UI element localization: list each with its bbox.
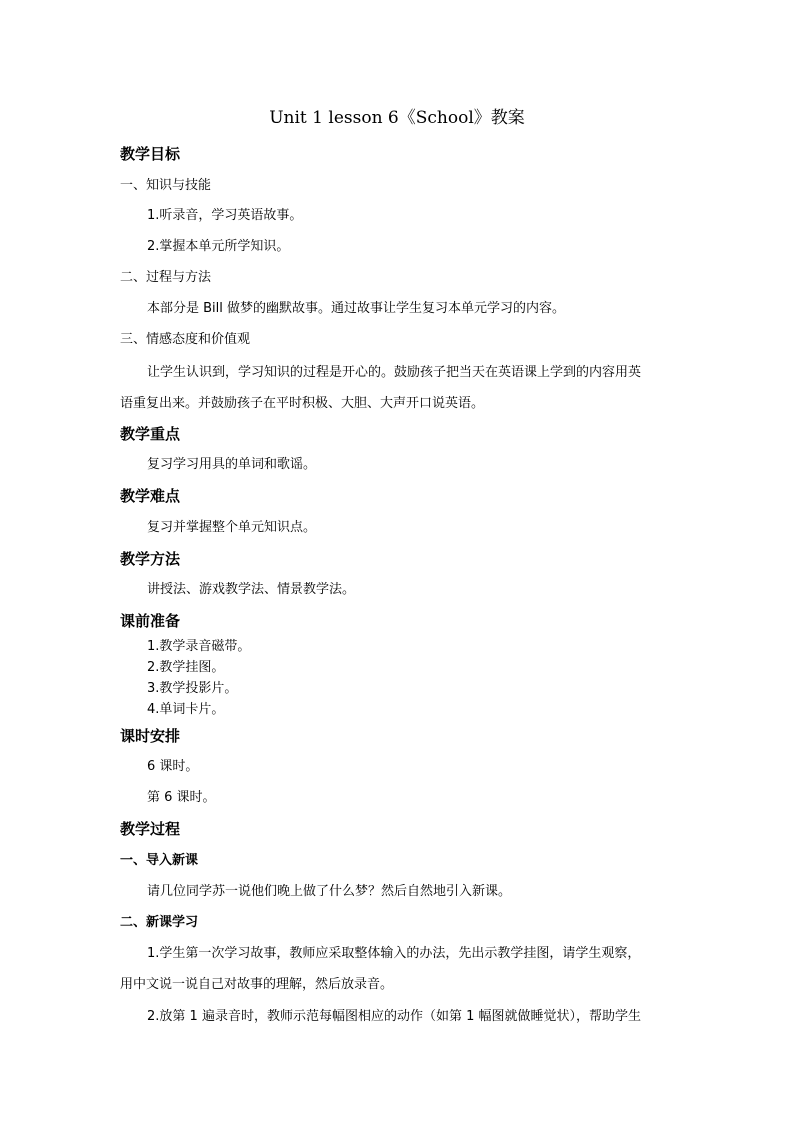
preparation-item-3: 3.教学投影片。 bbox=[147, 681, 238, 696]
schedule-line-2: 第 6 课时。 bbox=[147, 790, 216, 805]
heading-key-points: 教学重点 bbox=[120, 425, 181, 443]
process-method-text: 本部分是 Bill 做梦的幽默故事。通过故事让学生复习本单元学习的内容。 bbox=[147, 301, 566, 316]
emotion-values-text-line2: 语重复出来。并鼓励孩子在平时积极、大胆、大声开口说英语。 bbox=[120, 396, 485, 411]
emotion-values-text-line1: 让学生认识到，学习知识的过程是开心的。鼓励孩子把当天在英语课上学到的内容用英 bbox=[147, 365, 642, 380]
preparation-item-4: 4.单词卡片。 bbox=[147, 702, 225, 717]
difficulties-text: 复习并掌握整个单元知识点。 bbox=[147, 520, 317, 535]
subheading-new-lesson: 二、新课学习 bbox=[120, 915, 199, 930]
intro-text: 请几位同学苏一说他们晚上做了什么梦？然后自然地引入新课。 bbox=[147, 884, 512, 899]
subheading-emotion-values: 三、情感态度和价值观 bbox=[120, 332, 251, 347]
subheading-process-method: 二、过程与方法 bbox=[120, 270, 212, 285]
objective-item-1: 1.听录音，学习英语故事。 bbox=[147, 208, 303, 223]
subheading-intro: 一、导入新课 bbox=[120, 853, 199, 868]
new-lesson-p1-line1: 1.学生第一次学习故事，教师应采取整体输入的办法，先出示教学挂图，请学生观察， bbox=[147, 946, 641, 961]
heading-objectives: 教学目标 bbox=[120, 145, 181, 163]
new-lesson-p2-line1: 2.放第 1 遍录音时，教师示范每幅图相应的动作（如第 1 幅图就做睡觉状），帮助学生 bbox=[147, 1009, 641, 1024]
heading-methods: 教学方法 bbox=[120, 550, 181, 568]
heading-preparation: 课前准备 bbox=[120, 612, 181, 630]
heading-schedule: 课时安排 bbox=[120, 727, 181, 745]
preparation-item-2: 2.教学挂图。 bbox=[147, 660, 225, 675]
new-lesson-p1-line2: 用中文说一说自己对故事的理解，然后放录音。 bbox=[120, 977, 394, 992]
heading-process: 教学过程 bbox=[120, 820, 181, 838]
key-points-text: 复习学习用具的单词和歌谣。 bbox=[147, 457, 317, 472]
schedule-line-1: 6 课时。 bbox=[147, 759, 199, 774]
objective-item-2: 2.掌握本单元所学知识。 bbox=[147, 239, 290, 254]
methods-text: 讲授法、游戏教学法、情景教学法。 bbox=[147, 582, 356, 597]
subheading-knowledge-skills: 一、知识与技能 bbox=[120, 178, 212, 193]
heading-difficulties: 教学难点 bbox=[120, 487, 181, 505]
page-title: Unit 1 lesson 6《School》教案 bbox=[269, 108, 525, 128]
preparation-item-1: 1.教学录音磁带。 bbox=[147, 639, 251, 654]
